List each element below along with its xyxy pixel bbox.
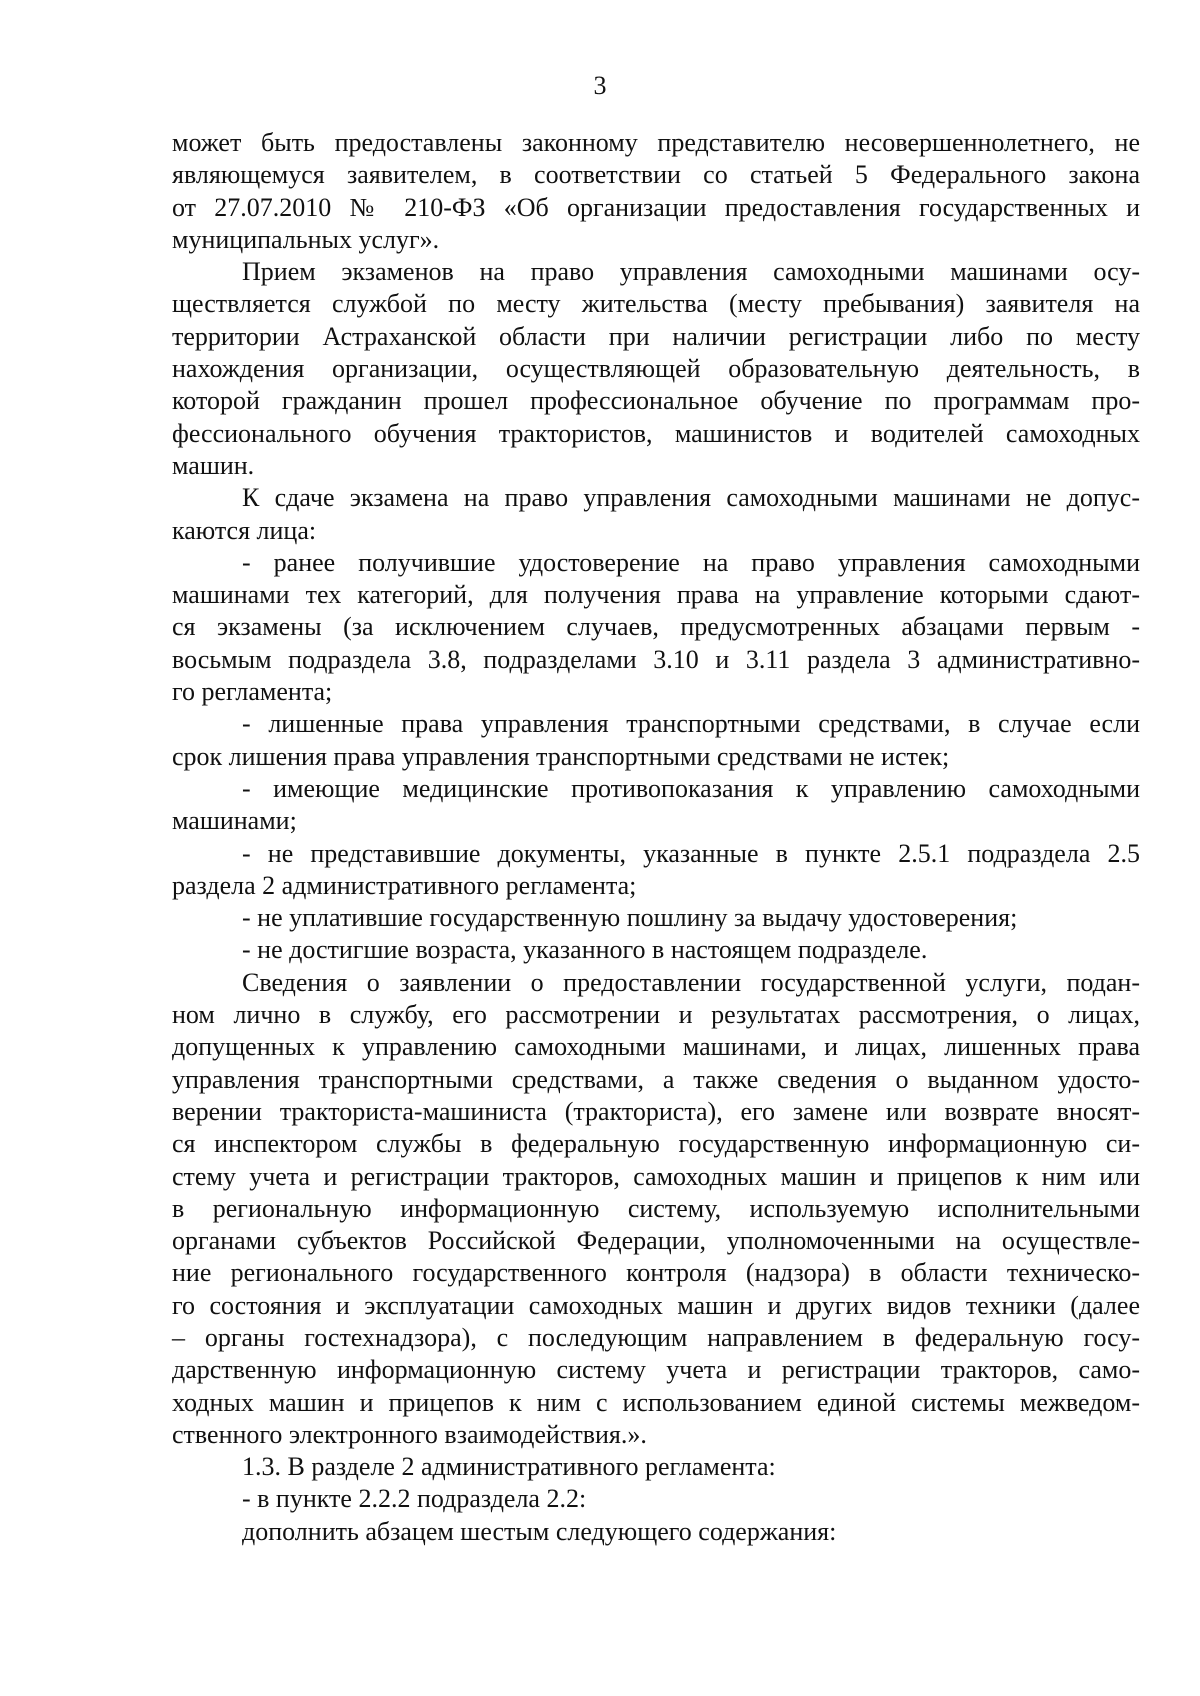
text-line: ходных машин и прицепов к ним с использованием единой системы межведом- — [172, 1387, 1140, 1417]
text-line: органами субъектов Российской Федерации, уполномоченными на осуществле- — [172, 1226, 1140, 1256]
text-line: К сдаче экзамена на право управления самоходными машинами не допус- — [242, 483, 1140, 513]
text-line: являющемуся заявителем, в соответствии со статьей 5 Федерального закона — [172, 160, 1140, 190]
text-line: го состояния и эксплуатации самоходных машин и других видов техники (далее — [172, 1290, 1140, 1320]
text-line: которой гражданин прошел профессиональное обучение по программам про- — [172, 386, 1140, 416]
text-line: го регламента; — [172, 677, 333, 707]
text-line: нахождения организации, осуществляющей образовательную деятельность, в — [172, 354, 1140, 384]
text-line: управления транспортными средствами, а также сведения о выданном удосто- — [172, 1064, 1140, 1094]
text-line: допущенных к управлению самоходными машинами, и лицах, лишенных права — [172, 1032, 1140, 1062]
text-line: восьмым подраздела 3.8, подразделами 3.10 и 3.11 раздела 3 административно- — [172, 644, 1140, 674]
text-line: ственного электронного взаимодействия.». — [172, 1419, 647, 1449]
text-line: фессионального обучения трактористов, машинистов и водителей самоходных — [172, 418, 1140, 448]
text-line: территории Астраханской области при наличии регистрации либо по месту — [172, 321, 1140, 351]
text-line: срок лишения права управления транспортными средствами не истек; — [172, 741, 950, 771]
text-line: ном лично в службу, его рассмотрении и результатах рассмотрения, о лицах, — [172, 1000, 1140, 1030]
text-line: верении тракториста-машиниста (тракториста), его замене или возврате вносят- — [172, 1096, 1140, 1126]
text-line: 1.3. В разделе 2 административного регламента: — [242, 1452, 776, 1482]
page-number: 3 — [593, 71, 607, 100]
text-line: - лишенные права управления транспортными средствами, в случае если — [242, 709, 1140, 739]
text-line: - ранее получившие удостоверение на право управления самоходными — [242, 547, 1140, 577]
text-line: в региональную информационную систему, используемую исполнительными — [172, 1193, 1140, 1223]
text-line: - не представившие документы, указанные в пункте 2.5.1 подраздела 2.5 — [242, 838, 1140, 868]
text-line: муниципальных услуг». — [172, 224, 440, 254]
text-line: ся инспектором службы в федеральную государственную информационную си- — [172, 1129, 1140, 1159]
text-line: - в пункте 2.2.2 подраздела 2.2: — [242, 1484, 587, 1514]
text-line: дополнить абзацем шестым следующего содержания: — [242, 1516, 837, 1546]
text-line: машин. — [172, 450, 255, 480]
text-line: ние регионального государственного контроля (надзора) в области техническо- — [172, 1258, 1140, 1288]
text-line: - не достигшие возраста, указанного в настоящем подразделе. — [242, 935, 928, 965]
text-line: машинами тех категорий, для получения права на управление которыми сдают- — [172, 580, 1140, 610]
document-body — [172, 127, 1140, 1548]
text-line: машинами; — [172, 806, 297, 836]
text-line: Прием экзаменов на право управления самоходными машинами осу- — [242, 257, 1140, 287]
text-line: раздела 2 административного регламента; — [172, 870, 637, 900]
text-line: ществляется службой по месту жительства (месту пребывания) заявителя на — [172, 289, 1140, 319]
text-line: - не уплатившие государственную пошлину за выдачу удостоверения; — [242, 903, 1018, 933]
text-line: Сведения о заявлении о предоставлении государственной услуги, подан- — [242, 967, 1140, 997]
text-line: – органы гостехнадзора), с последующим направлением в федеральную госу- — [172, 1322, 1140, 1352]
text-line: от 27.07.2010 № 210-ФЗ «Об организации предоставления государственных и — [172, 192, 1140, 222]
text-line: может быть предоставлены законному представителю несовершеннолетнего, не — [172, 128, 1140, 157]
text-line: дарственную информационную систему учета и регистрации тракторов, само- — [172, 1355, 1140, 1385]
text-line: ся экзамены (за исключением случаев, предусмотренных абзацами первым - — [172, 612, 1140, 642]
text-line: стему учета и регистрации тракторов, самоходных машин и прицепов к ним или — [172, 1161, 1140, 1191]
text-line: - имеющие медицинские противопоказания к управлению самоходными — [242, 773, 1140, 803]
text-line: каются лица: — [172, 515, 317, 545]
